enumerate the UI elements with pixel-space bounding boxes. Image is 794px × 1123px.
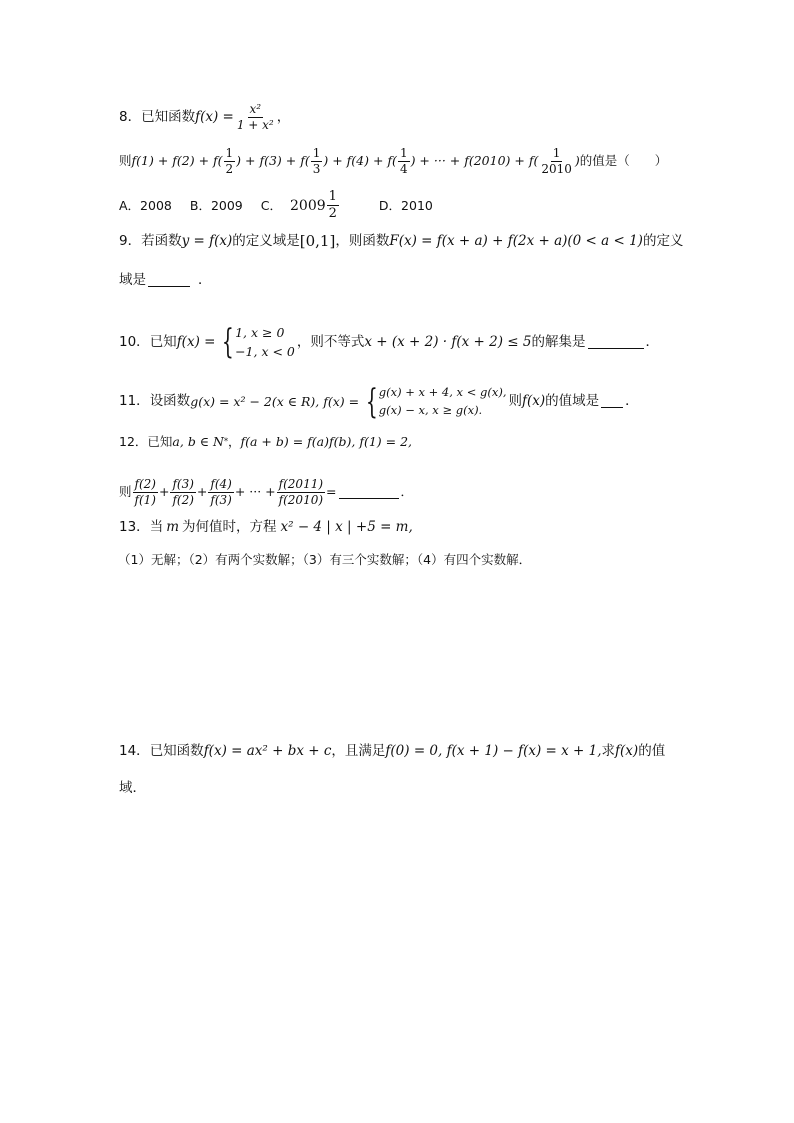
q9-number: 9． bbox=[119, 232, 142, 249]
q11-cases bbox=[379, 384, 507, 420]
q8-ask: 的值是（ ） bbox=[579, 153, 668, 169]
q9-mid: 的定义域是 bbox=[232, 232, 300, 249]
q12-cond2: f(a + b) = f(a)f(b), f(1) = 2, bbox=[240, 434, 412, 449]
q12-frac1-den: f(1) bbox=[134, 493, 156, 508]
q8-option-c-whole: 2009 bbox=[290, 197, 326, 214]
q8-options bbox=[119, 190, 719, 222]
q8-option-b: B．2009 bbox=[189, 197, 243, 213]
q12-cond1: a, b ∈ N bbox=[172, 434, 224, 449]
q8-last-num: 1 bbox=[551, 147, 563, 162]
q11-fx: f(x) bbox=[521, 393, 546, 410]
q12-frac4 bbox=[277, 478, 325, 507]
q8-quarter bbox=[398, 147, 410, 176]
q12-frac1-num: f(2) bbox=[133, 478, 158, 493]
q12-eq: = bbox=[326, 484, 337, 500]
q14-line1 bbox=[119, 745, 719, 759]
q9-func2: F(x) = f(x + a) + f(2x + a)(0 < a < 1) bbox=[389, 232, 643, 249]
q12-frac2 bbox=[170, 478, 195, 507]
q11-tail: 则 bbox=[508, 393, 522, 410]
q8-option-c-label: C． bbox=[260, 197, 282, 213]
q12-answer-blank[interactable] bbox=[339, 486, 399, 499]
q10-case1: 1, x ≥ 0 bbox=[235, 325, 285, 340]
q8-quarter-num: 1 bbox=[398, 147, 410, 162]
q12-frac1 bbox=[133, 478, 158, 507]
q12-line1: 12． 已知 a, b ∈ N * ， f(a + b) = f(a)f(b), f(1) = 2, bbox=[119, 434, 412, 449]
q13-number: 13． bbox=[119, 519, 150, 535]
q8-option-c-den: 2 bbox=[328, 206, 337, 222]
q8-line2 bbox=[119, 147, 719, 176]
q8-func-den: 1 + x² bbox=[236, 118, 274, 133]
q13-lead: 当 bbox=[149, 519, 164, 535]
q11-line bbox=[119, 381, 719, 422]
q12-frac3-den: f(3) bbox=[210, 493, 232, 508]
q8-sum-part2: ) + f(3) + f( bbox=[236, 153, 310, 169]
q10-lead: 已知 bbox=[149, 333, 177, 350]
q11-case1: g(x) + x + 4, x < g(x), bbox=[378, 385, 507, 399]
q8-func-num: x² bbox=[248, 103, 264, 118]
q8-option-c-num: 1 bbox=[327, 190, 339, 206]
q12-dots: + ··· + bbox=[234, 484, 276, 500]
q8-option-d: D．2010 bbox=[378, 197, 433, 213]
q8-lead: 已知函数 bbox=[141, 108, 196, 125]
q8-half-den: 2 bbox=[225, 162, 234, 177]
q12-frac4-num: f(2011) bbox=[277, 478, 325, 493]
q8-func-lhs: f(x) = bbox=[195, 108, 234, 125]
q8-number: 8． bbox=[119, 108, 142, 125]
q12-lead: 已知 bbox=[147, 434, 173, 449]
q13-line1 bbox=[119, 521, 719, 535]
q14-number: 14． bbox=[119, 743, 150, 759]
q9-answer-blank[interactable] bbox=[148, 274, 190, 287]
q12-number: 12． bbox=[119, 434, 148, 449]
q10-tail: 的解集是 bbox=[531, 333, 586, 350]
q8-func-fraction bbox=[235, 103, 276, 132]
q8-sum-part1: f(1) + f(2) + f( bbox=[131, 153, 223, 169]
q8-option-c-frac bbox=[327, 190, 357, 222]
q14-func: f(x) = ax² + bx + c bbox=[203, 743, 332, 759]
q10-ineq: x + (x + 2) · f(x + 2) ≤ 5 bbox=[364, 333, 532, 350]
q12-frac3 bbox=[208, 478, 233, 507]
q12-comma: ， bbox=[227, 434, 241, 449]
q12-frac2-num: f(3) bbox=[170, 478, 195, 493]
q13-mid: 为何值时，方程 bbox=[182, 519, 277, 535]
q10-cases bbox=[235, 323, 295, 362]
q9-func: y = f(x) bbox=[181, 232, 233, 249]
q11-brace: { bbox=[365, 381, 378, 422]
q8-sum-part5: ) bbox=[574, 153, 580, 169]
q12-frac4-den: f(2010) bbox=[278, 493, 324, 508]
q11-answer-blank[interactable] bbox=[601, 395, 623, 408]
q11-lead: 设函数 bbox=[149, 393, 191, 410]
q8-last-den: 2010 bbox=[541, 162, 572, 177]
q12-then: 则 bbox=[119, 484, 132, 500]
q10-mid: ，则不等式 bbox=[296, 333, 365, 350]
q9-mid2: ，则函数 bbox=[335, 232, 390, 249]
q14-ask: 求 bbox=[601, 743, 616, 759]
q13-m: m bbox=[166, 519, 179, 535]
q8-comma: ， bbox=[276, 108, 291, 125]
q14-fx: f(x) bbox=[615, 743, 639, 759]
q8-sum-part3: ) + f(4) + f( bbox=[323, 153, 397, 169]
q11-piecewise bbox=[361, 381, 507, 422]
q11-end: ． bbox=[625, 393, 639, 410]
q10-case2: −1, x < 0 bbox=[235, 344, 295, 360]
q8-last bbox=[539, 147, 574, 176]
q12-end: ． bbox=[400, 484, 414, 500]
q9-line2-text: 域是 bbox=[119, 272, 146, 288]
q10-line bbox=[119, 323, 719, 362]
q8-option-a: A．2008 bbox=[119, 197, 172, 213]
q9-domain: [0,1] bbox=[299, 232, 336, 250]
q10-func-lhs: f(x) = bbox=[176, 333, 216, 350]
q8-then: 则 bbox=[119, 153, 132, 169]
q10-piecewise bbox=[217, 323, 294, 362]
q9-line2 bbox=[119, 274, 719, 288]
q9-lead: 若函数 bbox=[141, 232, 182, 249]
q8-third-den: 3 bbox=[312, 162, 321, 177]
q13-parts: （1）无解；（2）有两个实数解；（3）有三个实数解；（4）有四个实数解． bbox=[118, 552, 532, 567]
q9-tail: 的定义 bbox=[642, 232, 684, 249]
q10-answer-blank[interactable] bbox=[588, 336, 644, 349]
q11-tail2: 的值域是 bbox=[545, 393, 600, 410]
q12-frac2-den: f(2) bbox=[172, 493, 194, 508]
q14-lead: 已知函数 bbox=[149, 743, 204, 759]
q14-tail: 的值 bbox=[638, 743, 666, 759]
q11-number: 11． bbox=[119, 393, 150, 410]
q8-third bbox=[311, 147, 323, 176]
q8-sum-part4: ) + ··· + f(2010) + f( bbox=[410, 153, 539, 169]
q13-eq: x² − 4 | x | +5 = m, bbox=[280, 519, 413, 535]
q8-half bbox=[224, 147, 236, 176]
q10-brace: { bbox=[222, 322, 235, 363]
q14-line2: 域． bbox=[119, 780, 146, 796]
q8-quarter-den: 4 bbox=[399, 162, 408, 177]
q10-end: ． bbox=[645, 333, 659, 350]
q11-gdef: g(x) = x² − 2(x ∈ R), f(x) = bbox=[190, 393, 360, 409]
q12-line2: 则 $\frac{f(2)}{f(1)}$ + $\frac{f(3)}{f(2)}$ + $\frac{f(4)}{f(3)}$ + ··· + $\frac{f(2011)}{f(2010)}$ = ． bbox=[119, 477, 414, 508]
q9-line1 bbox=[119, 234, 719, 249]
q9-end: ． bbox=[198, 272, 212, 288]
q14-cond: f(0) = 0, f(x + 1) − f(x) = x + 1, bbox=[385, 743, 602, 759]
q8-third-num: 1 bbox=[311, 147, 323, 162]
q11-case2: g(x) − x, x ≥ g(x). bbox=[378, 402, 483, 417]
q12-frac3-num: f(4) bbox=[208, 478, 233, 493]
q14-mid: ，且满足 bbox=[331, 743, 386, 759]
q8-half-num: 1 bbox=[224, 147, 236, 162]
q8-line1 bbox=[119, 103, 719, 132]
q10-number: 10． bbox=[119, 333, 150, 350]
